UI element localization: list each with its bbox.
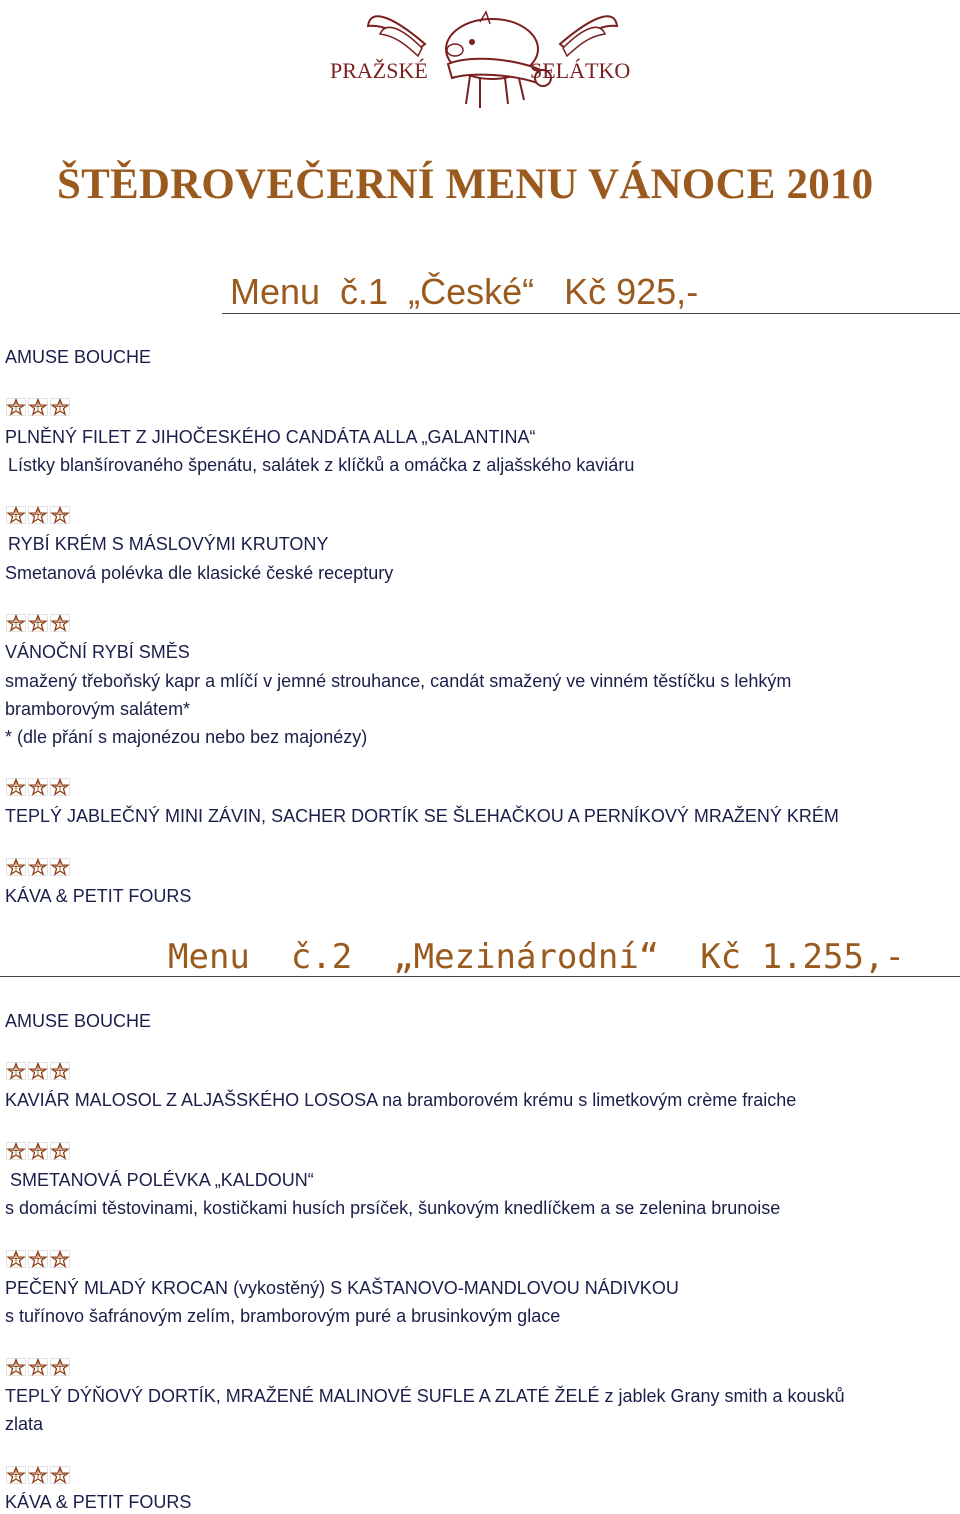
menu1-rule xyxy=(222,313,960,314)
menu2-heading: Menu č.2 „Mezinárodní“ Kč 1.255,- xyxy=(168,937,905,977)
menu2-course3-note: (vykostěný) xyxy=(228,1278,331,1298)
star-icon xyxy=(28,1250,48,1268)
menu2-course4 xyxy=(5,1384,845,1408)
menu2-course3-desc: s tuřínovo šafránovým zelím, bramborovým puré a brusinkovým glace xyxy=(5,1306,561,1326)
menu1-course3-note: * (dle přání s majonézou nebo bez majonézy) xyxy=(5,727,368,747)
menu2-course4-desc: z jablek Grany smith a kousků xyxy=(599,1386,845,1406)
star-icon xyxy=(50,1142,70,1160)
menu1-amuse: AMUSE BOUCHE xyxy=(5,347,152,367)
menu1-course3-name: VÁNOČNÍ RYBÍ SMĚS xyxy=(5,642,190,662)
star-icon xyxy=(6,1142,26,1160)
logo-text-left: PRAŽSKÉ xyxy=(330,58,428,83)
restaurant-logo xyxy=(330,4,655,114)
star-icon xyxy=(28,614,48,632)
stars-divider xyxy=(6,614,76,632)
stars-divider xyxy=(6,778,76,796)
star-icon xyxy=(50,614,70,632)
star-icon xyxy=(50,398,70,416)
menu1-heading: Menu č.1 „České“ Kč 925,- xyxy=(230,271,699,312)
stars-divider xyxy=(6,398,76,416)
menu1-course3-desc: bramborovým salátem* xyxy=(5,699,191,719)
menu2-course3-name: PEČENÝ MLADÝ KROCAN xyxy=(5,1278,229,1298)
star-icon xyxy=(28,858,48,876)
stars-divider xyxy=(6,1250,76,1268)
star-icon xyxy=(28,506,48,524)
star-icon xyxy=(50,778,70,796)
menu2-course3-stuffing: S KAŠTANOVO-MANDLOVOU NÁDIVKOU xyxy=(330,1278,679,1298)
menu1-course3-desc: smažený třeboňský kapr a mlíčí v jemné strouhance, candát smažený ve vinném těstíčku s lehkým xyxy=(5,671,792,691)
star-icon xyxy=(6,506,26,524)
menu2-rule xyxy=(0,976,960,977)
star-icon xyxy=(50,1062,70,1080)
menu2-course3 xyxy=(5,1276,679,1300)
star-icon xyxy=(50,1466,70,1484)
star-icon xyxy=(6,858,26,876)
star-icon xyxy=(50,506,70,524)
stars-divider xyxy=(6,1466,76,1484)
star-icon xyxy=(6,1466,26,1484)
page-title: ŠTĚDROVEČERNÍ MENU VÁNOCE 2010 xyxy=(57,161,874,208)
star-icon xyxy=(6,1250,26,1268)
menu1-course1-desc: Lístky blanšírovaného špenátu, salátek z klíčků a omáčka z aljašského kaviáru xyxy=(8,455,635,475)
menu1-course1-name: PLNĚNÝ FILET Z JIHOČESKÉHO CANDÁTA ALLA „GALANTINA“ xyxy=(5,427,536,447)
menu2-course4-name: TEPLÝ DÝŇOVÝ DORTÍK, MRAŽENÉ MALINOVÉ SUFLE A ZLATÉ ŽELÉ xyxy=(5,1386,600,1406)
stars-divider xyxy=(6,858,76,876)
menu2-amuse: AMUSE BOUCHE xyxy=(5,1011,152,1031)
menu2-course2-name: SMETANOVÁ POLÉVKA „KALDOUN“ xyxy=(10,1170,314,1190)
star-icon xyxy=(50,1250,70,1268)
star-icon xyxy=(28,1142,48,1160)
star-icon xyxy=(28,1358,48,1376)
stars-divider xyxy=(6,506,76,524)
star-icon xyxy=(6,614,26,632)
menu1-course2-desc: Smetanová polévka dle klasické české receptury xyxy=(5,563,394,583)
star-icon xyxy=(50,1358,70,1376)
stars-divider xyxy=(6,1358,76,1376)
menu2-course1 xyxy=(5,1088,796,1112)
menu2-course2-desc: s domácími těstovinami, kostičkami husích prsíček, šunkovým knedlíčkem a se zelenina brunoise xyxy=(5,1198,781,1218)
menu2-course5-name: KÁVA & PETIT FOURS xyxy=(5,1492,192,1512)
stars-divider xyxy=(6,1062,76,1080)
star-icon xyxy=(28,1062,48,1080)
star-icon xyxy=(28,398,48,416)
menu1-course5-name: KÁVA & PETIT FOURS xyxy=(5,886,192,906)
menu2-course4-desc: zlata xyxy=(5,1414,44,1434)
star-icon xyxy=(50,858,70,876)
star-icon xyxy=(28,778,48,796)
menu2-course1-name: KAVIÁR MALOSOL Z ALJAŠSKÉHO LOSOSA xyxy=(5,1090,378,1110)
star-icon xyxy=(28,1466,48,1484)
star-icon xyxy=(6,1358,26,1376)
menu2-course1-desc: na bramborovém krému s limetkovým crème fraiche xyxy=(377,1090,797,1110)
star-icon xyxy=(6,1062,26,1080)
menu1-course4-name: TEPLÝ JABLEČNÝ MINI ZÁVIN, SACHER DORTÍK SE ŠLEHAČKOU A PERNÍKOVÝ MRAŽENÝ KRÉM xyxy=(5,806,839,826)
logo-text-right: SELÁTKO xyxy=(530,58,631,83)
star-icon xyxy=(6,778,26,796)
star-icon xyxy=(6,398,26,416)
stars-divider xyxy=(6,1142,76,1160)
menu1-course2-name: RYBÍ KRÉM S MÁSLOVÝMI KRUTONY xyxy=(8,534,329,554)
